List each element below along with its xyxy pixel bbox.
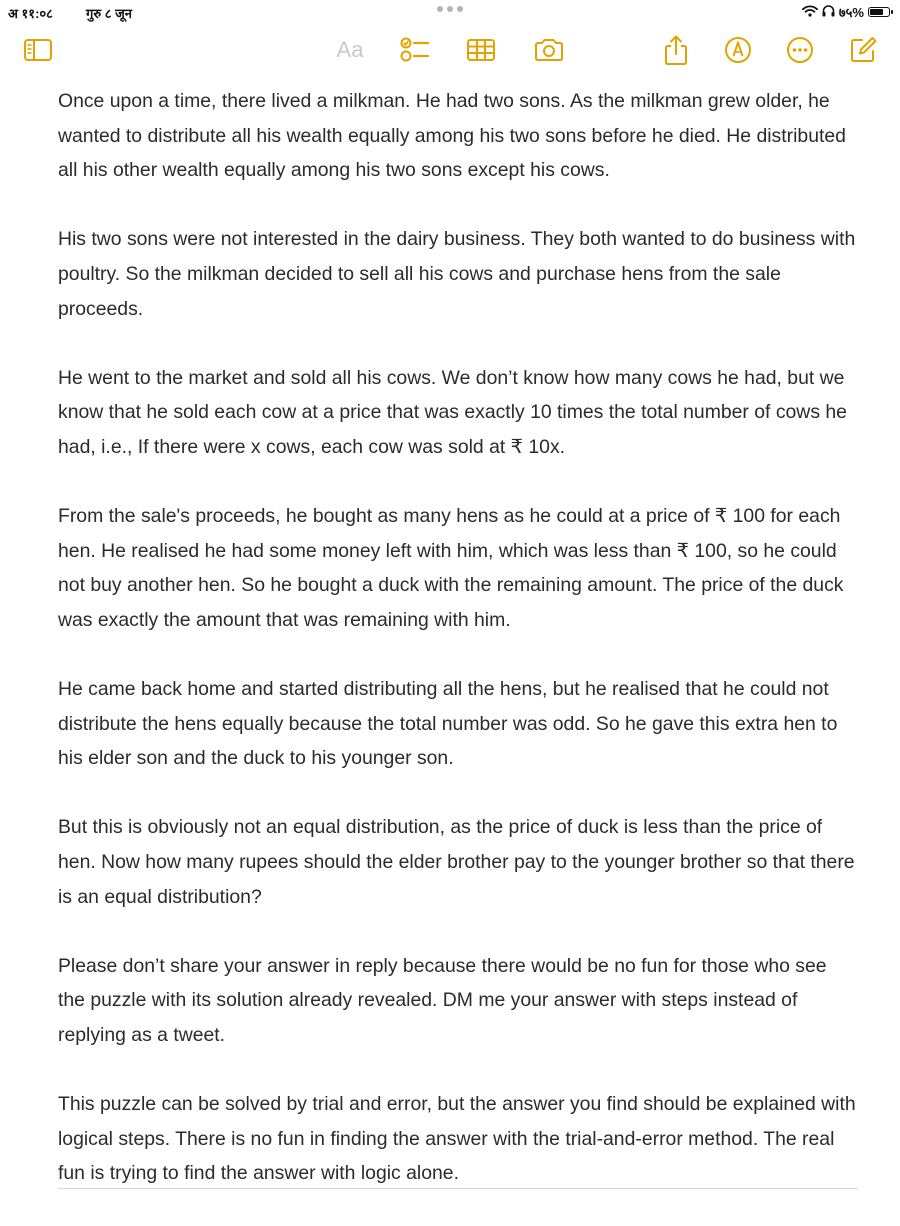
notes-toolbar [0,30,900,74]
battery-percent: ७५% [838,5,864,20]
format-icon: Aa [336,37,364,62]
checklist-icon [400,36,430,64]
note-paragraph: His two sons were not interested in the dairy business. They both wanted to do business with poultry. So the milkman decided to sell all his cows and purchase hens from the sale proceeds. [58,228,856,320]
sidebar-icon [23,38,53,62]
share-icon [663,34,689,66]
note-paragraph: From the sale's proceeds, he bought as many hens as he could at a price of ₹ 100 for each hen. He realised he had some money left with him, which was less than ₹ 100, so he could not buy another hen. So he bought a duck with the remaining amount. The price of the duck was exactly the amount that was remaining with him. [58,505,844,631]
checklist-button[interactable] [395,30,435,70]
note-paragraph: He went to the market and sold all his cows. We don’t know how many cows he had, but we know that he sold each cow at a price that was exactly 10 times the total number of cows he had, i.e., If there were x cows, each cow was sold at ₹ 10x. [58,366,847,458]
status-date: गुरु ८ जून [86,6,132,21]
more-icon [785,35,815,65]
table-icon [466,38,496,62]
note-paragraph: This puzzle can be solved by trial and error, but the answer you find should be explained with logical steps. There is no fun in finding the answer with the trial-and-error method. The real fun is trying to find the answer with logic alone. [58,1093,856,1185]
note-paragraph: But this is obviously not an equal distribution, as the price of duck is less than the price of hen. Now how many rupees should the elder brother pay to the younger brother so that there is an equal distribution? [58,816,855,908]
divider [58,1188,858,1189]
markup-pen-icon [723,35,753,65]
note-paragraph: Please don’t share your answer in reply because there would be no fun for those who see the puzzle with its solution already revealed. DM me your answer with steps instead of replying as a tweet. [58,954,827,1047]
table-button[interactable] [461,30,501,70]
more-button[interactable] [780,30,820,70]
markup-button[interactable] [718,30,758,70]
status-indicators [802,3,890,21]
multitasking-handle[interactable] [430,3,470,15]
status-bar [0,0,900,26]
sidebar-toggle-button[interactable] [18,30,58,70]
compose-icon [848,35,878,65]
note-paragraph: Once upon a time, there lived a milkman. He had two sons. As the milkman grew older, he wanted to distribute all his wealth equally among his two sons before he died. He distributed all his other wealth equally among his two sons except his cows. [58,90,846,182]
headphones-icon [822,5,835,20]
format-button[interactable] [330,30,370,70]
share-button[interactable] [656,30,696,70]
note-body[interactable] [58,84,858,1226]
wifi-icon [802,5,818,20]
status-time: अ ११:०८ [8,6,53,21]
battery-icon [868,7,890,17]
compose-button[interactable] [843,30,883,70]
note-paragraph: He came back home and started distributing all the hens, but he realised that he could not distribute the hens equally because the total number was odd. So he gave this extra hen to his elder son and the duck to his younger son. [58,678,838,770]
camera-button[interactable] [529,30,569,70]
camera-icon [533,37,565,63]
